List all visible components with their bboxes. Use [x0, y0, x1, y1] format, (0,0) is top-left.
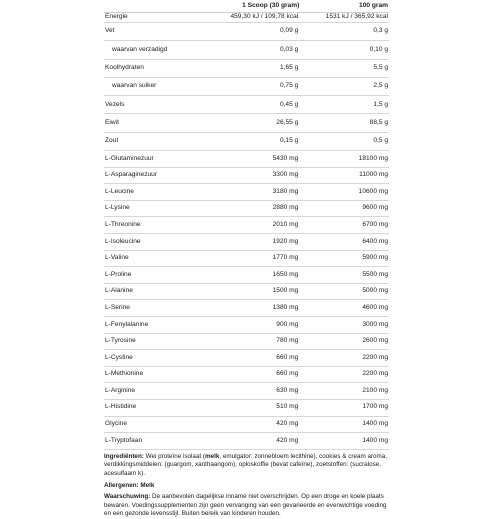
per-100g-value: 88,5 g: [300, 114, 389, 132]
table-row: [104, 366, 389, 383]
nutrient-label: Vezels: [104, 96, 208, 114]
per-100g-value: 5000 mg: [300, 283, 389, 300]
nutrient-label: L-Alanine: [104, 283, 208, 300]
nutrient-label: Vet: [104, 23, 208, 41]
header-empty-cell: [104, 0, 208, 13]
nutrient-label: L-Lysine: [104, 200, 208, 217]
per-100g-value: 1531 kJ / 365,92 kcal: [300, 13, 389, 23]
nutrition-table-body: [104, 13, 389, 450]
table-row: [104, 433, 389, 450]
table-header-row: [104, 0, 389, 13]
product-info: [104, 453, 389, 519]
table-row: [104, 114, 389, 132]
per-100g-value: 5900 mg: [300, 250, 389, 267]
serving-value: 0,03 g: [208, 41, 300, 59]
serving-value: 2010 mg: [208, 217, 300, 234]
nutrient-label: Koolhydraten: [104, 59, 208, 77]
serving-value: 780 mg: [208, 333, 300, 350]
serving-value: 1500 mg: [208, 283, 300, 300]
ingredients-text-2: , emulgator: zonnebloem lecithine), cookies & cream aroma, verdikkingsmiddelen: (guargom, xanthaangom), oploskoffie (bevat cafeïne), zoetstoffen: (sucralose, acesulfaam k).: [104, 452, 388, 477]
warning-label: Waarschuwing:: [104, 493, 151, 501]
nutrition-page: [104, 0, 389, 519]
per-100g-value: 2100 mg: [300, 383, 389, 400]
serving-value: 3180 mg: [208, 184, 300, 201]
per-100g-value: 2200 mg: [300, 366, 389, 383]
serving-value: 510 mg: [208, 399, 300, 416]
serving-value: 0,45 g: [208, 96, 300, 114]
table-row: [104, 59, 389, 77]
serving-value: 1920 mg: [208, 234, 300, 251]
table-row: [104, 416, 389, 433]
per-100g-value: 3000 mg: [300, 317, 389, 334]
header-per-100g: 100 gram: [300, 0, 389, 13]
nutrient-label: L-Arginine: [104, 383, 208, 400]
per-100g-value: 1400 mg: [300, 416, 389, 433]
per-100g-value: 5500 mg: [300, 267, 389, 284]
table-row: [104, 383, 389, 400]
per-100g-value: 1400 mg: [300, 433, 389, 450]
warning-paragraph: [104, 493, 389, 519]
table-row: [104, 41, 389, 59]
table-row: [104, 350, 389, 367]
serving-value: 0,09 g: [208, 23, 300, 41]
table-row: [104, 77, 389, 95]
table-row: [104, 200, 389, 217]
nutrient-label: L-Valine: [104, 250, 208, 267]
nutrient-label: waarvan suiker: [104, 77, 208, 95]
serving-value: 630 mg: [208, 383, 300, 400]
table-row: [104, 184, 389, 201]
table-row: [104, 167, 389, 184]
header-serving: 1 Scoop (30 gram): [208, 0, 300, 13]
serving-value: 900 mg: [208, 317, 300, 334]
table-row: [104, 23, 389, 41]
nutrient-label: Zout: [104, 132, 208, 150]
nutrient-label: L-Serine: [104, 300, 208, 317]
serving-value: 0,75 g: [208, 77, 300, 95]
per-100g-value: 6400 mg: [300, 234, 389, 251]
table-row: [104, 300, 389, 317]
table-row: [104, 333, 389, 350]
ingredients-label: Ingrediënten:: [104, 452, 144, 460]
per-100g-value: 10600 mg: [300, 184, 389, 201]
ingredients-allergen: melk: [205, 452, 220, 460]
serving-value: 5430 mg: [208, 151, 300, 168]
per-100g-value: 4600 mg: [300, 300, 389, 317]
nutrient-label: L-Proline: [104, 267, 208, 284]
nutrient-label: L-Glutaminezuur: [104, 151, 208, 168]
ingredients-paragraph: [104, 453, 389, 479]
nutrient-label: L-Leucine: [104, 184, 208, 201]
table-row: [104, 267, 389, 284]
per-100g-value: 9600 mg: [300, 200, 389, 217]
nutrient-label: Eiwit: [104, 114, 208, 132]
table-row: [104, 317, 389, 334]
nutrient-label: L-Isoleucine: [104, 234, 208, 251]
table-row: [104, 283, 389, 300]
nutrient-label: Glycine: [104, 416, 208, 433]
table-row: [104, 151, 389, 168]
per-100g-value: 0,3 g: [300, 23, 389, 41]
serving-value: 26,55 g: [208, 114, 300, 132]
serving-value: 1380 mg: [208, 300, 300, 317]
per-100g-value: 1,5 g: [300, 96, 389, 114]
serving-value: 2880 mg: [208, 200, 300, 217]
nutrient-label: L-Cystine: [104, 350, 208, 367]
per-100g-value: 18100 mg: [300, 151, 389, 168]
warning-text: De aanbevolen dagelijkse inname niet overschrijden. Op een droge en koele plaats bewaren. Voedingssupplementen zijn geen vervanging van een gevarieerde en evenwichtige voeding en een gezonde levensstijl. Buiten bereik van kinderen houden.: [104, 493, 387, 518]
serving-value: 1770 mg: [208, 250, 300, 267]
nutrient-label: L-Tyrosine: [104, 333, 208, 350]
per-100g-value: 2200 mg: [300, 350, 389, 367]
per-100g-value: 1700 mg: [300, 399, 389, 416]
allergens-paragraph: [104, 482, 389, 491]
table-row: [104, 217, 389, 234]
allergens-text: Allergenen: Melk: [104, 481, 155, 489]
serving-value: 1650 mg: [208, 267, 300, 284]
nutrient-label: L-Methionine: [104, 366, 208, 383]
nutrient-label: L-Tryptofaan: [104, 433, 208, 450]
table-row: [104, 96, 389, 114]
serving-value: 420 mg: [208, 416, 300, 433]
serving-value: 1,65 g: [208, 59, 300, 77]
nutrient-label: L-Fenylalanine: [104, 317, 208, 334]
nutrient-label: L-Histidine: [104, 399, 208, 416]
serving-value: 660 mg: [208, 350, 300, 367]
serving-value: 420 mg: [208, 433, 300, 450]
per-100g-value: 5,5 g: [300, 59, 389, 77]
table-row: [104, 13, 389, 23]
nutrition-table: [104, 0, 389, 450]
nutrient-label: L-Threonine: [104, 217, 208, 234]
nutrient-label: waarvan verzadigd: [104, 41, 208, 59]
serving-value: 3300 mg: [208, 167, 300, 184]
per-100g-value: 0,10 g: [300, 41, 389, 59]
table-row: [104, 132, 389, 150]
serving-value: 0,15 g: [208, 132, 300, 150]
table-row: [104, 250, 389, 267]
per-100g-value: 6700 mg: [300, 217, 389, 234]
per-100g-value: 2600 mg: [300, 333, 389, 350]
ingredients-text-1: Wei proteïne isolaat (: [143, 452, 206, 460]
nutrient-label: L-Asparaginezuur: [104, 167, 208, 184]
nutrient-label: Energie: [104, 13, 208, 23]
per-100g-value: 0,5 g: [300, 132, 389, 150]
table-row: [104, 399, 389, 416]
serving-value: 660 mg: [208, 366, 300, 383]
table-row: [104, 234, 389, 251]
per-100g-value: 2,5 g: [300, 77, 389, 95]
per-100g-value: 11000 mg: [300, 167, 389, 184]
serving-value: 459,30 kJ / 109,78 kcal: [208, 13, 300, 23]
